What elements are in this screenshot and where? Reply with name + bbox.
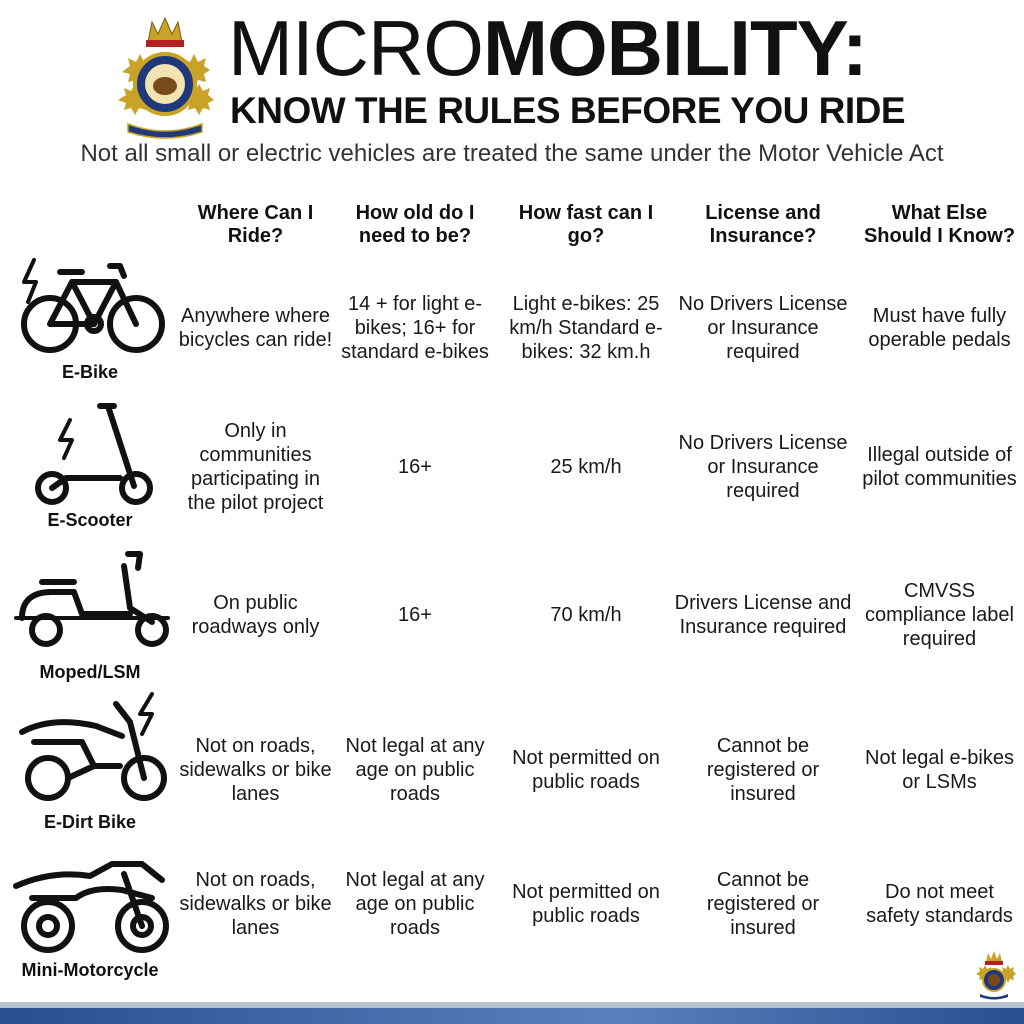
cell-speed: Light e-bikes: 25 km/h Standard e-bikes: 32 km.h bbox=[509, 293, 663, 363]
cell-age: Not legal at any age on public roads bbox=[345, 869, 485, 939]
column-header-where: Where Can I Ride? bbox=[197, 202, 314, 247]
vehicle-label: Moped/LSM bbox=[39, 662, 141, 682]
cell-speed: Not permitted on public roads bbox=[512, 747, 660, 793]
moped-icon bbox=[12, 548, 172, 658]
table-row-moped bbox=[0, 548, 1024, 688]
cell-license: Cannot be registered or insured bbox=[706, 869, 820, 939]
e-dirt-bike-icon bbox=[12, 692, 172, 810]
mini-motorcycle-icon bbox=[12, 846, 172, 956]
e-scooter-icon bbox=[12, 398, 172, 508]
page-title bbox=[228, 6, 867, 90]
vehicle-cell bbox=[0, 548, 180, 688]
cell-speed: Not permitted on public roads bbox=[512, 881, 660, 927]
cell-license: No Drivers License or Insurance required bbox=[678, 293, 848, 363]
e-bike-icon bbox=[12, 252, 172, 362]
cell-age: 16+ bbox=[398, 604, 432, 626]
table-row-e-dirt-bike bbox=[0, 692, 1024, 840]
page-tagline: Not all small or electric vehicles are treated the same under the Motor Vehicle Act bbox=[80, 140, 944, 167]
cell-speed: 25 km/h bbox=[550, 456, 622, 478]
vehicle-label: E-Dirt Bike bbox=[43, 812, 137, 832]
vehicle-cell bbox=[0, 248, 180, 388]
cell-age: Not legal at any age on public roads bbox=[345, 735, 485, 805]
cell-where: Not on roads, sidewalks or bike lanes bbox=[179, 735, 332, 805]
cell-other: Must have fully operable pedals bbox=[868, 305, 1011, 351]
cell-license: No Drivers License or Insurance required bbox=[678, 432, 848, 502]
table-row-e-scooter bbox=[0, 398, 1024, 536]
cell-other: CMVSS compliance label required bbox=[865, 580, 1014, 650]
rcmp-crest-logo bbox=[110, 12, 220, 140]
title-mobility: MOBILITY: bbox=[482, 4, 867, 92]
rcmp-crest-small-logo bbox=[972, 950, 1016, 1000]
vehicle-label: Mini-Motorcycle bbox=[21, 960, 159, 980]
cell-where: Not on roads, sidewalks or bike lanes bbox=[179, 869, 332, 939]
cell-other: Not legal e-bikes or LSMs bbox=[865, 747, 1014, 793]
footer-stripe-blue bbox=[0, 1008, 1024, 1024]
column-header-other: What Else Should I Know? bbox=[863, 202, 1016, 247]
column-header-age: How old do I need to be? bbox=[355, 202, 475, 247]
column-header-license: License and Insurance? bbox=[705, 202, 821, 247]
title-micro: MICRO bbox=[228, 4, 483, 92]
vehicle-cell bbox=[0, 692, 180, 840]
vehicle-cell bbox=[0, 398, 180, 536]
vehicle-label: E-Scooter bbox=[47, 510, 133, 530]
vehicle-label: E-Bike bbox=[61, 362, 119, 382]
cell-license: Drivers License and Insurance required bbox=[674, 592, 852, 638]
cell-other: Illegal outside of pilot communities bbox=[862, 444, 1017, 490]
cell-age: 16+ bbox=[398, 456, 432, 478]
cell-speed: 70 km/h bbox=[550, 604, 622, 626]
cell-license: Cannot be registered or insured bbox=[706, 735, 820, 805]
cell-where: Anywhere where bicycles can ride! bbox=[178, 305, 333, 351]
page-subtitle: KNOW THE RULES BEFORE YOU RIDE bbox=[230, 90, 906, 131]
column-header-speed: How fast can I go? bbox=[518, 202, 654, 247]
cell-other: Do not meet safety standards bbox=[866, 881, 1013, 927]
cell-where: Only in communities participating in the pilot project bbox=[187, 420, 324, 514]
cell-where: On public roadways only bbox=[191, 592, 320, 638]
table-row-mini-motorcycle bbox=[0, 846, 1024, 986]
cell-age: 14 + for light e-bikes; 16+ for standard e-bikes bbox=[341, 293, 489, 363]
vehicle-cell bbox=[0, 846, 180, 986]
table-row-e-bike bbox=[0, 248, 1024, 388]
